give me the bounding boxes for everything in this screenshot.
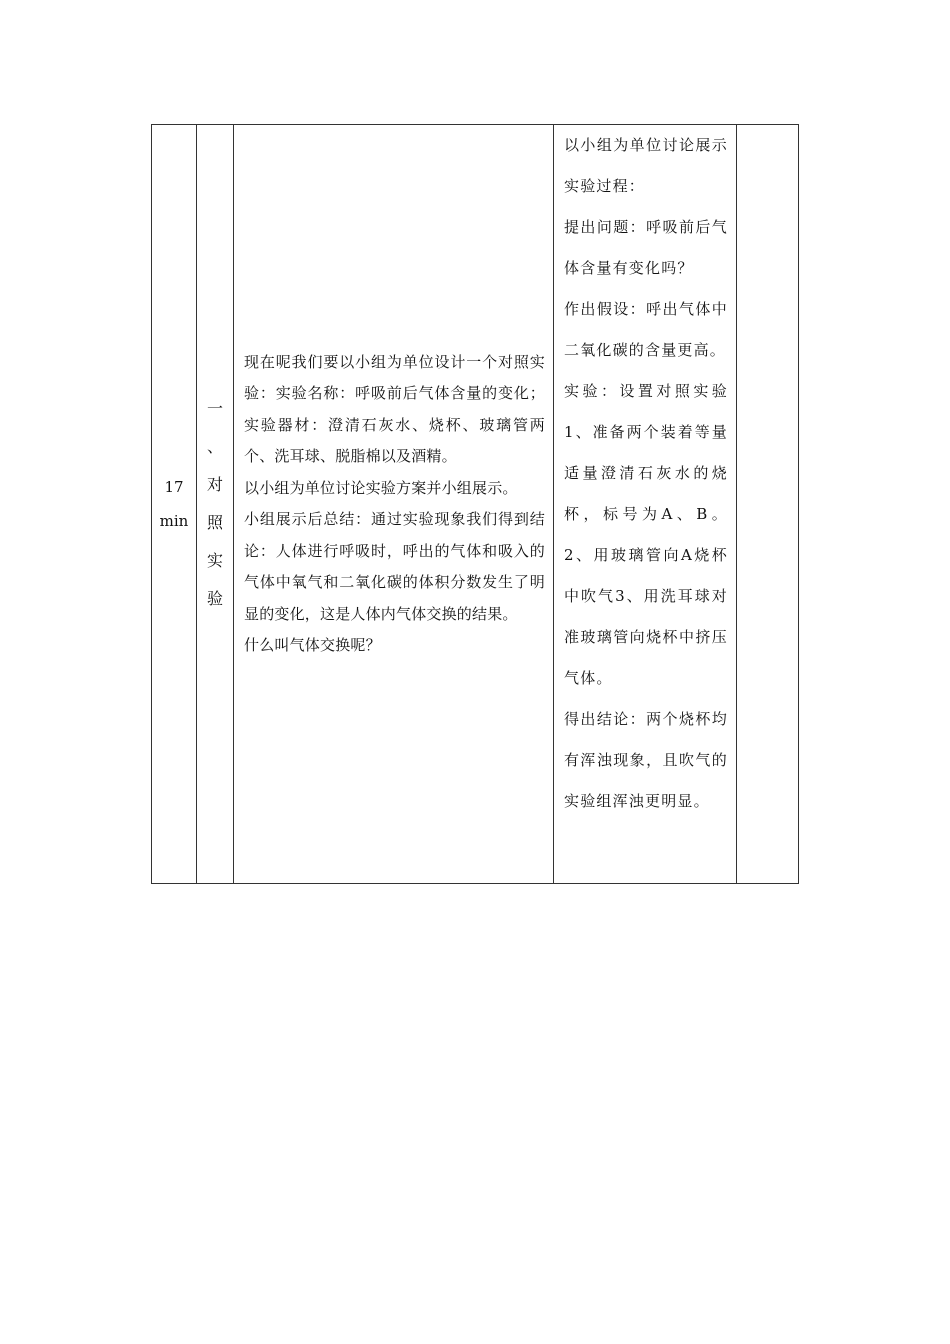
student-paragraph: 实验：设置对照实验1、准备两个装着等量适量澄清石灰水的烧杯，标号为A、B。2、用玻璃管向A烧杯中吹气3、用洗耳球对准玻璃管向烧杯中挤压气体。 xyxy=(564,382,728,687)
teacher-paragraph: 以小组为单位讨论实验方案并小组展示。 xyxy=(244,478,518,497)
student-paragraph: 提出问题：呼吸前后气体含量有变化吗？ xyxy=(564,218,728,277)
section-char: 照 xyxy=(206,513,223,532)
notes-cell xyxy=(737,125,799,884)
student-activity-cell xyxy=(554,125,737,884)
section-char: 一 xyxy=(206,399,223,418)
section-char: 、 xyxy=(206,437,223,456)
time-cell xyxy=(152,125,197,884)
student-paragraph: 以小组为单位讨论展示实验过程： xyxy=(564,136,728,195)
table-row xyxy=(152,125,799,884)
teacher-activity-cell xyxy=(234,125,554,884)
section-char: 实 xyxy=(206,551,223,570)
time-unit: min xyxy=(159,512,189,530)
section-char: 对 xyxy=(206,475,223,494)
student-paragraph: 得出结论：两个烧杯均有浑浊现象，且吹气的实验组浑浊更明显。 xyxy=(564,710,728,810)
student-paragraph: 作出假设：呼出气体中二氧化碳的含量更高。 xyxy=(564,300,728,359)
section-title-cell xyxy=(197,125,234,884)
teacher-paragraph: 现在呢我们要以小组为单位设计一个对照实验：实验名称：呼吸前后气体含量的变化；实验器材：澄清石灰水、烧杯、玻璃管两个、洗耳球、脱脂棉以及酒精。 xyxy=(244,352,545,465)
lesson-plan-table xyxy=(151,124,799,884)
teacher-paragraph: 什么叫气体交换呢？ xyxy=(244,636,381,654)
section-char: 验 xyxy=(206,589,223,608)
time-number: 17 xyxy=(164,478,184,496)
teacher-paragraph: 小组展示后总结：通过实验现象我们得到结论：人体进行呼吸时，呼出的气体和吸入的气体中氧气和二氧化碳的体积分数发生了明显的变化，这是人体内气体交换的结果。 xyxy=(244,510,545,623)
